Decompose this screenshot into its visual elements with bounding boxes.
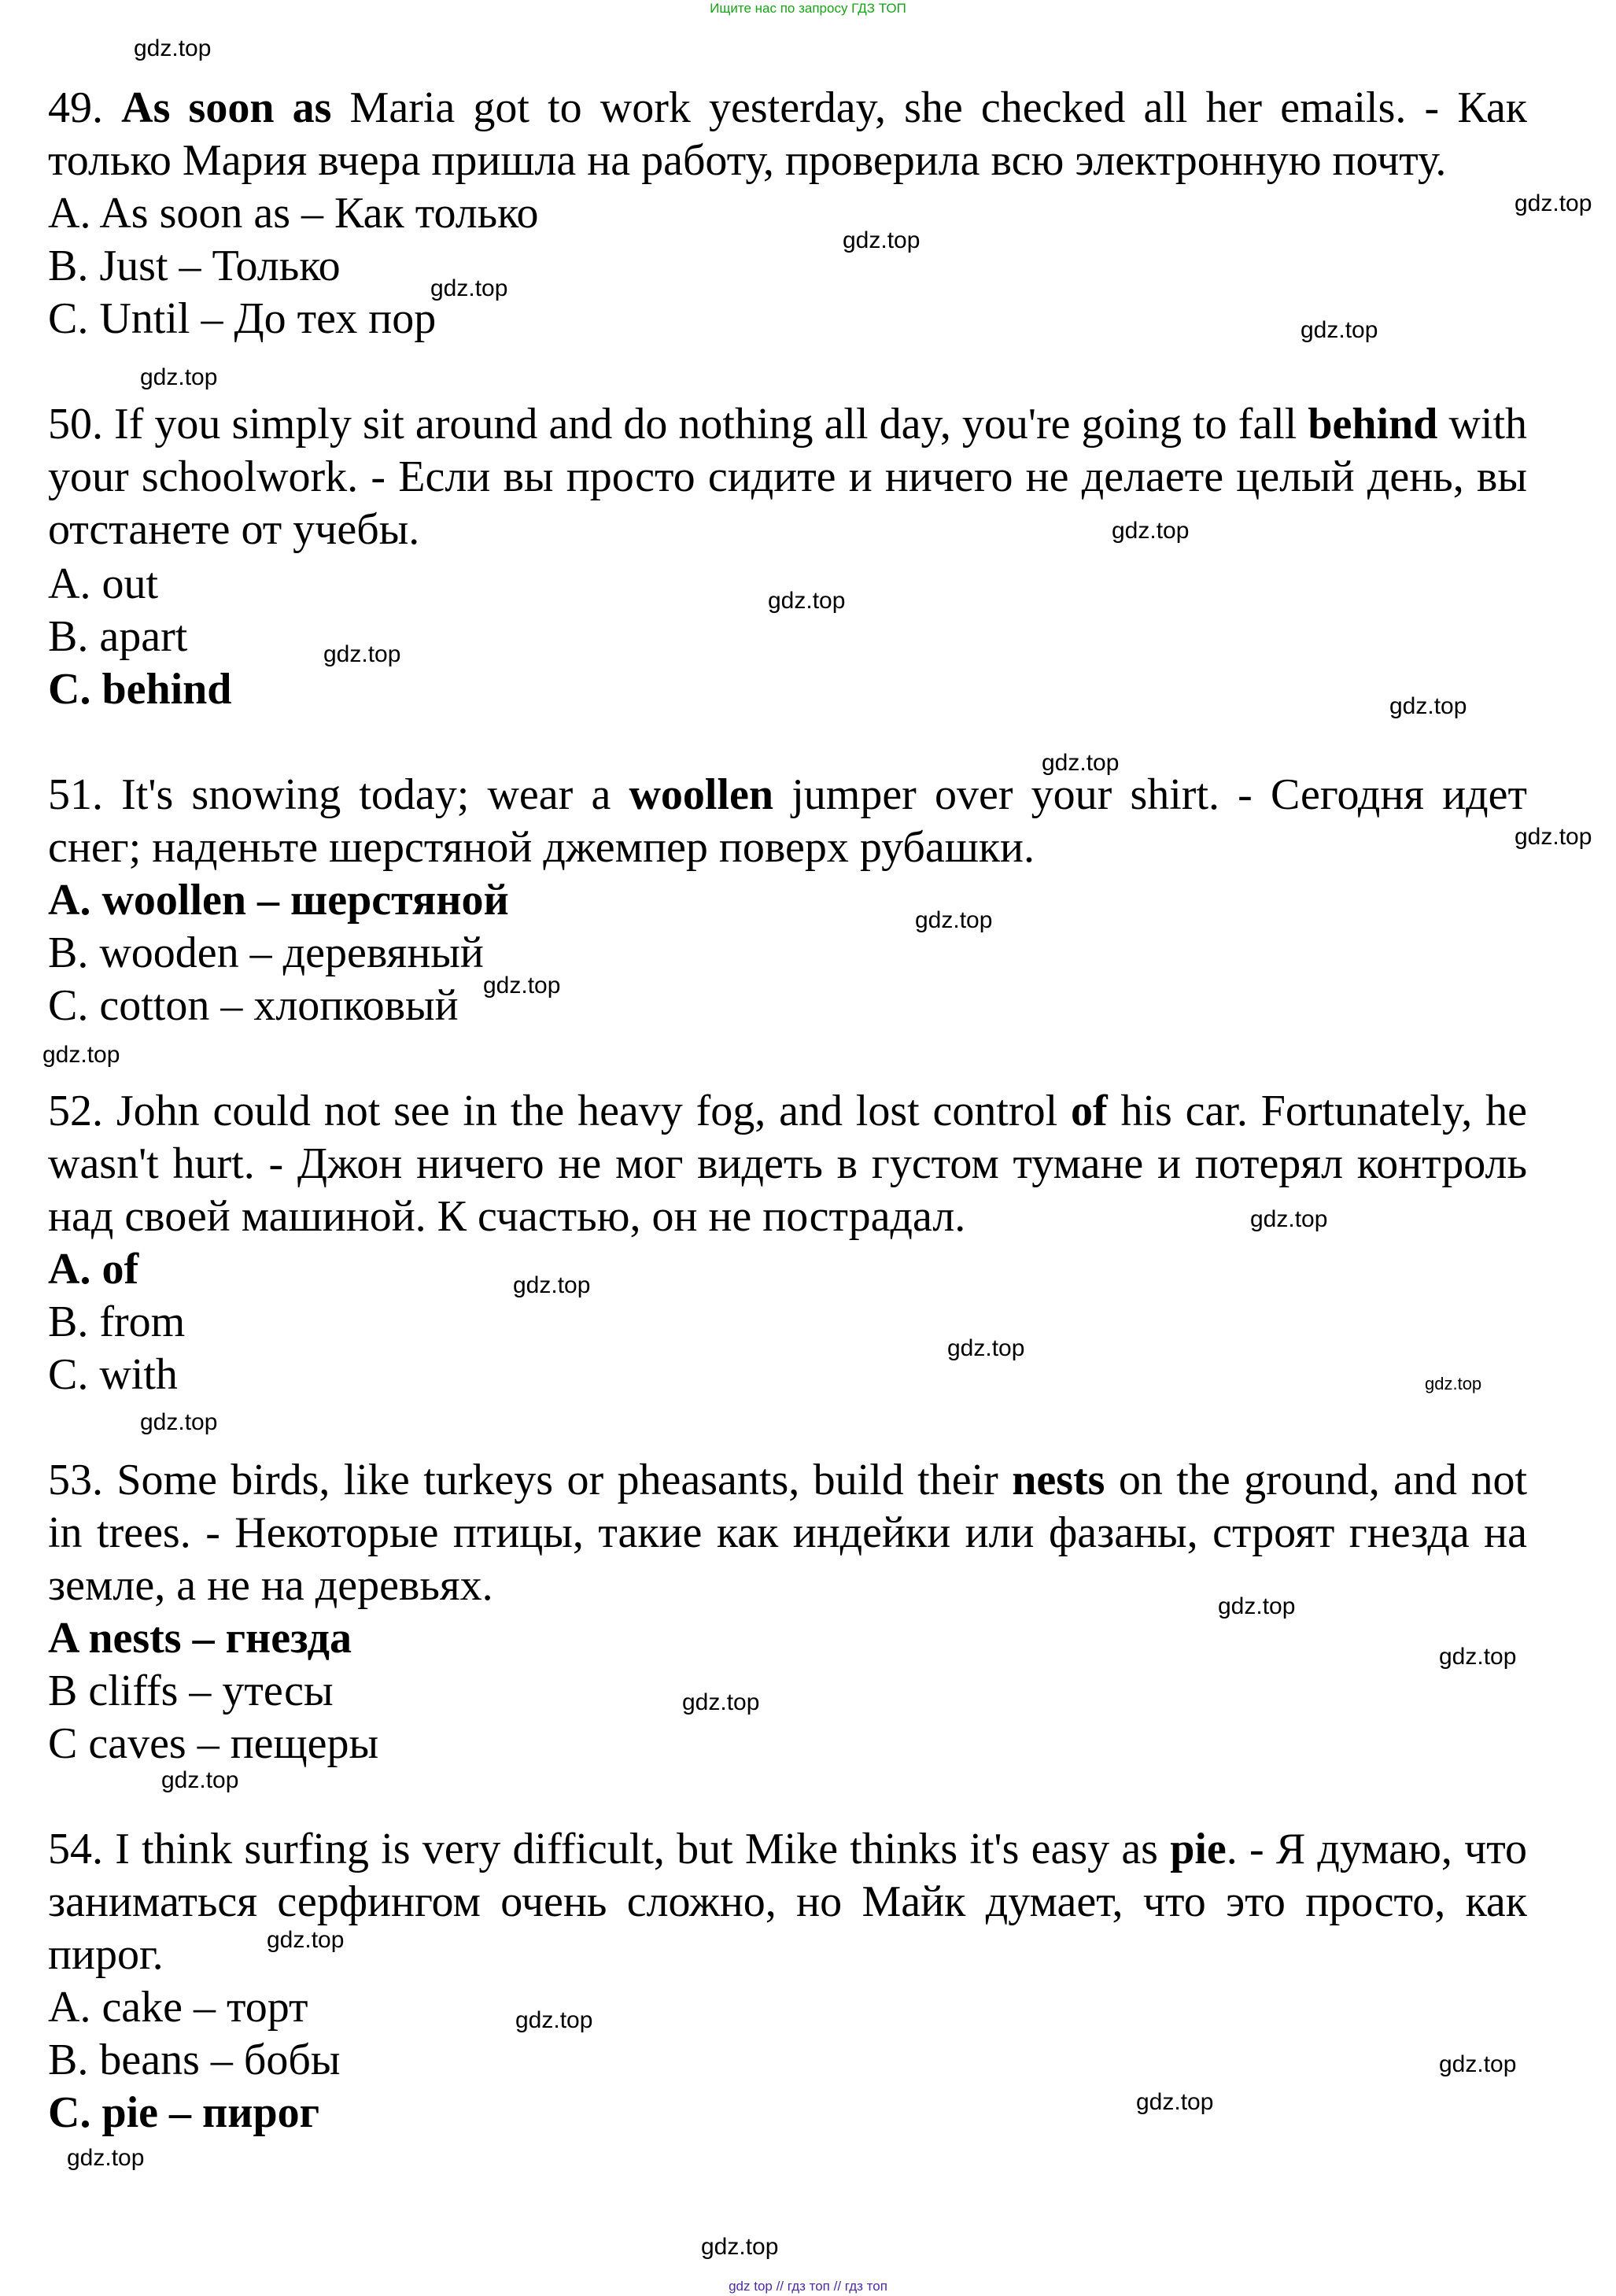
watermark: gdz.top [1439, 2051, 1517, 2077]
question-number: 51. [48, 770, 103, 819]
question-text-after: his car. Fortunately, he wasn't hurt. - Джон ничего не мог видеть в густом тумане и потерял контроль над своей машиной. К счастью, он не пострадал. [48, 1087, 1527, 1241]
question-number: 54. [48, 1825, 103, 1873]
question-51 [48, 769, 1527, 874]
question-text-after: jumper over your shirt. - Сегодня идет снег; наденьте шерстяной джемпер поверх рубашки. [48, 770, 1528, 872]
option-54-a: A. cake – торт [48, 1983, 308, 2032]
watermark: gdz.top [140, 364, 218, 390]
watermark: gdz.top [140, 1409, 218, 1435]
question-number: 50. [48, 400, 103, 448]
watermark: gdz.top [1515, 190, 1592, 216]
option-51-b: B. wooden – деревяный [48, 928, 484, 977]
question-text-before: It's snowing today; wear a [103, 770, 629, 819]
question-keyword: woollen [629, 770, 774, 819]
watermark: gdz.top [267, 1927, 345, 1953]
watermark: gdz.top [430, 275, 508, 301]
option-53-c: C caves – пещеры [48, 1719, 379, 1768]
question-number: 49. [48, 83, 103, 132]
option-52-c: C. with [48, 1350, 178, 1399]
watermark: gdz.top [513, 1272, 591, 1298]
option-50-a: A. out [48, 559, 158, 608]
option-53-b: B cliffs – утесы [48, 1667, 334, 1715]
watermark: gdz.top [1136, 2089, 1214, 2115]
watermark: gdz.top [1218, 1593, 1296, 1619]
question-keyword: pie [1170, 1825, 1227, 1873]
question-text-before: I think surfing is very difficult, but Mike thinks it's easy as [103, 1825, 1171, 1873]
question-keyword: of [1070, 1087, 1108, 1135]
option-54-b: B. beans – бобы [48, 2036, 341, 2084]
watermark: gdz.top [1042, 750, 1120, 776]
question-49 [48, 82, 1527, 187]
watermark: gdz.top [515, 2007, 593, 2033]
option-52-b: B. from [48, 1297, 186, 1346]
option-53-a-correct: A nests – гнезда [48, 1614, 352, 1663]
question-number: 53. [48, 1456, 103, 1504]
option-51-a-correct: A. woollen – шерстяной [48, 876, 509, 925]
option-50-b: B. apart [48, 612, 188, 661]
watermark: gdz.top [67, 2145, 145, 2171]
watermark: gdz.top [768, 588, 846, 614]
watermark: gdz.top [323, 641, 401, 667]
option-52-a-correct: A. of [48, 1245, 139, 1294]
watermark: gdz.top [1301, 317, 1378, 343]
option-49-a: A. As soon as – Как только [48, 189, 539, 238]
footer: gdz top // гдз топ // гдз топ [729, 2279, 887, 2294]
question-53 [48, 1454, 1527, 1612]
watermark: gdz.top [134, 35, 212, 61]
watermark: gdz.top [1250, 1206, 1328, 1232]
watermark: gdz.top [483, 973, 561, 999]
question-54 [48, 1823, 1527, 1981]
watermark: gdz.top [843, 227, 921, 253]
option-49-c: C. Until – До тех пор [48, 294, 437, 343]
watermark: gdz.top [42, 1042, 120, 1068]
question-text-before: If you simply sit around and do nothing all day, you're going to fall [103, 400, 1308, 448]
question-50 [48, 398, 1527, 556]
watermark: gdz.top [161, 1767, 239, 1793]
top-banner: Ищите нас по запросу ГДЗ ТОП [710, 1, 906, 16]
watermark: gdz.top [1389, 693, 1467, 719]
watermark: gdz.top [947, 1335, 1025, 1361]
watermark: gdz.top [1439, 1644, 1517, 1670]
option-54-c-correct: C. pie – пирог [48, 2088, 320, 2137]
question-text-after: with your schoolwork. - Если вы просто сидите и ничего не делаете целый день, вы отстанете от учебы. [48, 400, 1527, 554]
question-text-after: . - Я думаю, что заниматься серфингом очень сложно, но Майк думает, что это просто, как пирог. [48, 1825, 1527, 1979]
watermark: gdz.top [915, 907, 993, 933]
question-text-after: on the ground, and not in trees. - Некоторые птицы, такие как индейки или фазаны, строят гнезда на земле, а не на деревьях. [48, 1456, 1527, 1610]
question-keyword: As soon as [121, 83, 332, 132]
option-50-c-correct: C. behind [48, 665, 232, 714]
watermark: gdz.top [1515, 824, 1592, 850]
question-text-after: Maria got to work yesterday, she checked all her emails. - Как только Мария вчера пришла на работу, проверила всю электронную почту. [48, 83, 1528, 185]
watermark: gdz.top [1425, 1374, 1482, 1393]
question-keyword: behind [1308, 400, 1438, 448]
question-keyword: nests [1012, 1456, 1105, 1504]
option-49-b: B. Just – Только [48, 242, 341, 290]
question-text-before: Some birds, like turkeys or pheasants, build their [103, 1456, 1013, 1504]
watermark: gdz.top [701, 2234, 779, 2260]
option-51-c: C. cotton – хлопковый [48, 981, 459, 1030]
watermark: gdz.top [682, 1689, 760, 1715]
question-number: 52. [48, 1087, 103, 1135]
question-text-before: John could not see in the heavy fog, and lost control [103, 1087, 1071, 1135]
watermark: gdz.top [1112, 518, 1190, 544]
